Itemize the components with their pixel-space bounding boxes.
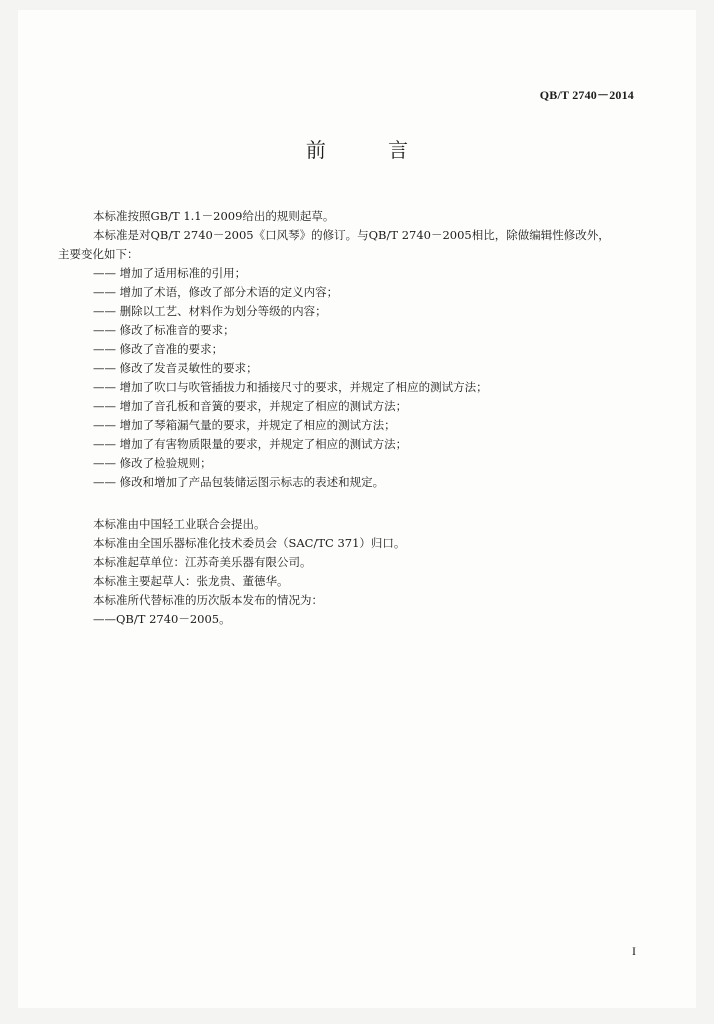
change-item: —— 增加了有害物质限量的要求，并规定了相应的测试方法； [93, 437, 408, 451]
proposed-by-text: 本标准由中国轻工业联合会提出。 [93, 517, 266, 531]
change-item: —— 增加了吹口与吹管插拔力和插接尺寸的要求，并规定了相应的测试方法； [93, 380, 488, 394]
drafters-text: 本标准主要起草人：张龙贵、董德华。 [93, 574, 289, 588]
standard-code: QB/T 2740－2014 [539, 88, 634, 102]
change-item: —— 修改了标准音的要求； [93, 323, 235, 337]
preface-body [58, 207, 638, 492]
change-item: —— 修改和增加了产品包装储运图示标志的表述和规定。 [93, 475, 385, 489]
change-item: —— 增加了适用标准的引用； [93, 266, 247, 280]
managed-by-text: 本标准由全国乐器标准化技术委员会（SAC/TC 371）归口。 [93, 536, 406, 550]
history-intro-text: 本标准所代替标准的历次版本发布的情况为： [93, 593, 323, 607]
revision-paragraph-line-1: 本标准是对QB/T 2740－2005《口风琴》的修订。与QB/T 2740－2005相比，除做编辑性修改外， [93, 228, 610, 242]
change-item: —— 增加了琴箱漏气量的要求，并规定了相应的测试方法； [93, 418, 396, 432]
change-item: —— 增加了音孔板和音簧的要求，并规定了相应的测试方法； [93, 399, 408, 413]
change-item: —— 修改了发音灵敏性的要求； [93, 361, 258, 375]
history-item: ——QB/T 2740－2005。 [93, 612, 231, 626]
standard-info [58, 515, 638, 629]
change-item: —— 修改了音准的要求； [93, 342, 224, 356]
change-item: —— 修改了检验规则； [93, 456, 212, 470]
change-item: —— 删除以工艺、材料作为划分等级的内容； [93, 304, 327, 318]
change-item: —— 增加了术语，修改了部分术语的定义内容； [93, 285, 339, 299]
intro-paragraph: 本标准按照GB/T 1.1－2009给出的规则起草。 [93, 209, 335, 223]
page-number: I [632, 944, 636, 958]
revision-paragraph-line-2: 主要变化如下： [58, 247, 139, 261]
drafting-unit-text: 本标准起草单位：江苏奇美乐器有限公司。 [93, 555, 312, 569]
page-title: 前 言 [305, 138, 437, 162]
